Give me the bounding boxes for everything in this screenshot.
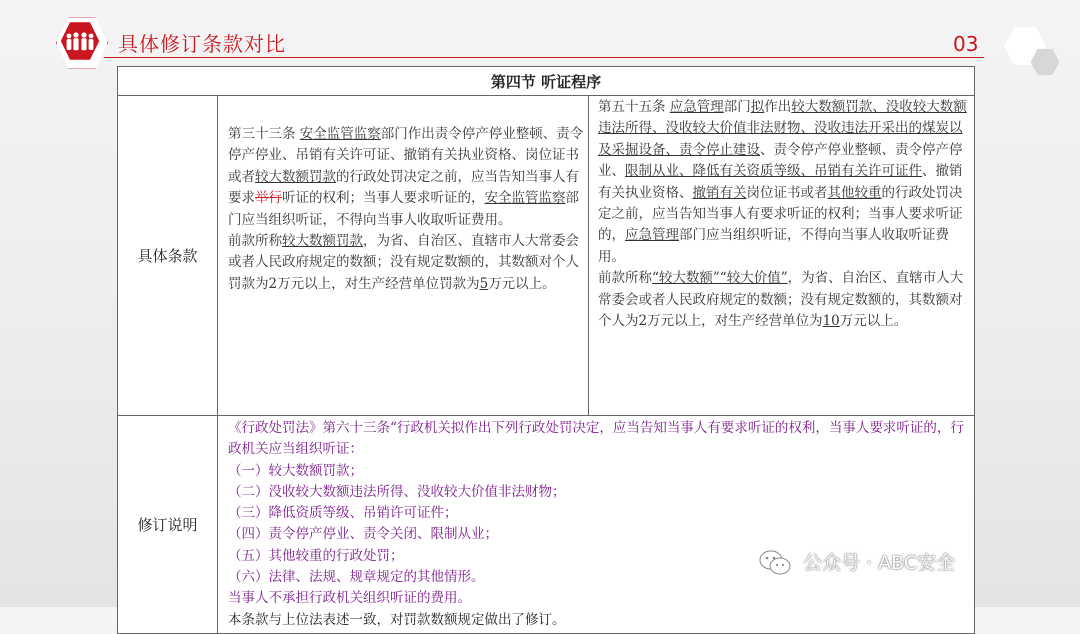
team-people-icon: [64, 31, 96, 51]
wechat-icon: [759, 550, 791, 576]
explanation-item: （五）其他较重的行政处罚；: [228, 547, 404, 564]
explanation-note: 本条款与上位法表述一致，对罚款数额规定做出了修订。: [228, 611, 566, 628]
new-clause-cell: [589, 96, 975, 416]
old-clause-cell: [218, 96, 589, 416]
new-clause-paragraph-2: 前款所称“较大数额”“较大价值”，为省、自治区、直辖市人大常委会或者人民政府规定的数额；没有规定数额的，其数额对个人为2万元以上，对生产经营单位为10万元以上。: [598, 270, 964, 330]
explanation-lead: 《行政处罚法》第六十三条“行政机关拟作出下列行政处罚决定，应当告知当事人有要求听证的权利，当事人要求听证的，行政机关应当组织听证：: [228, 420, 964, 458]
explanation-closing: 当事人不承担行政机关组织听证的费用。: [228, 590, 471, 607]
watermark-text: 公众号 · ABC安全: [803, 552, 956, 574]
explanation-item: （二）没收较大数额违法所得、没收较大价值非法财物；: [228, 483, 566, 500]
row-label-explanation: 修订说明: [118, 416, 218, 634]
header-divider: [104, 57, 984, 58]
explanation-cell: [218, 416, 975, 634]
section-title: 第四节 听证程序: [118, 67, 975, 96]
old-clause-paragraph-1: 第三十三条 安全监管监察部门作出责令停产停业整顿、责令停产停业、吊销有关许可证、撤销有关执业资格、岗位证书或者较大数额罚款的行政处罚决定之前，应当告知当事人有要求举行听证的权利；当事人要求听证的，安全监管监察部门应当组织听证，不得向当事人收取听证费用。: [228, 126, 584, 228]
slide-header: [0, 0, 1080, 70]
explanation-item: （四）责令停产停业、责令关闭、限制从业；: [228, 526, 498, 543]
explanation-item: （六）法律、法规、规章规定的其他情形。: [228, 569, 485, 586]
page-number: 03: [953, 32, 979, 56]
deleted-text: 举行: [255, 190, 282, 207]
explanation-item: （三）降低资质等级、吊销许可证件；: [228, 505, 458, 522]
row-label-clause: 具体条款: [118, 96, 218, 416]
explanation-item: （一）较大数额罚款；: [228, 462, 363, 479]
old-clause-paragraph-2: 前款所称较大数额罚款，为省、自治区、直辖市人大常委会或者人民政府规定的数额；没有规定数额的，其数额对个人罚款为2万元以上，对生产经营单位罚款为5万元以上。: [228, 233, 579, 292]
watermark: [759, 548, 1049, 578]
page-title: 具体修订条款对比: [118, 32, 286, 56]
new-clause-paragraph-1: 第五十五条 应急管理部门拟作出较大数额罚款、没收较大数额违法所得、没收较大价值非法财物、没收违法开采出的煤炭以及采掘设备、责令停止建设、责令停产停业整顿、责令停产停业、限制从业、降低有关资质等级、吊销有关许可证件、撤销有关执业资格、撤销有关岗位证书或者其他较重的行政处罚决定之前，应当告知当事人有要求听证的权利；当事人要求听证的，应急管理部门应当组织听证，不得向当事人收取听证费用。: [598, 99, 967, 265]
